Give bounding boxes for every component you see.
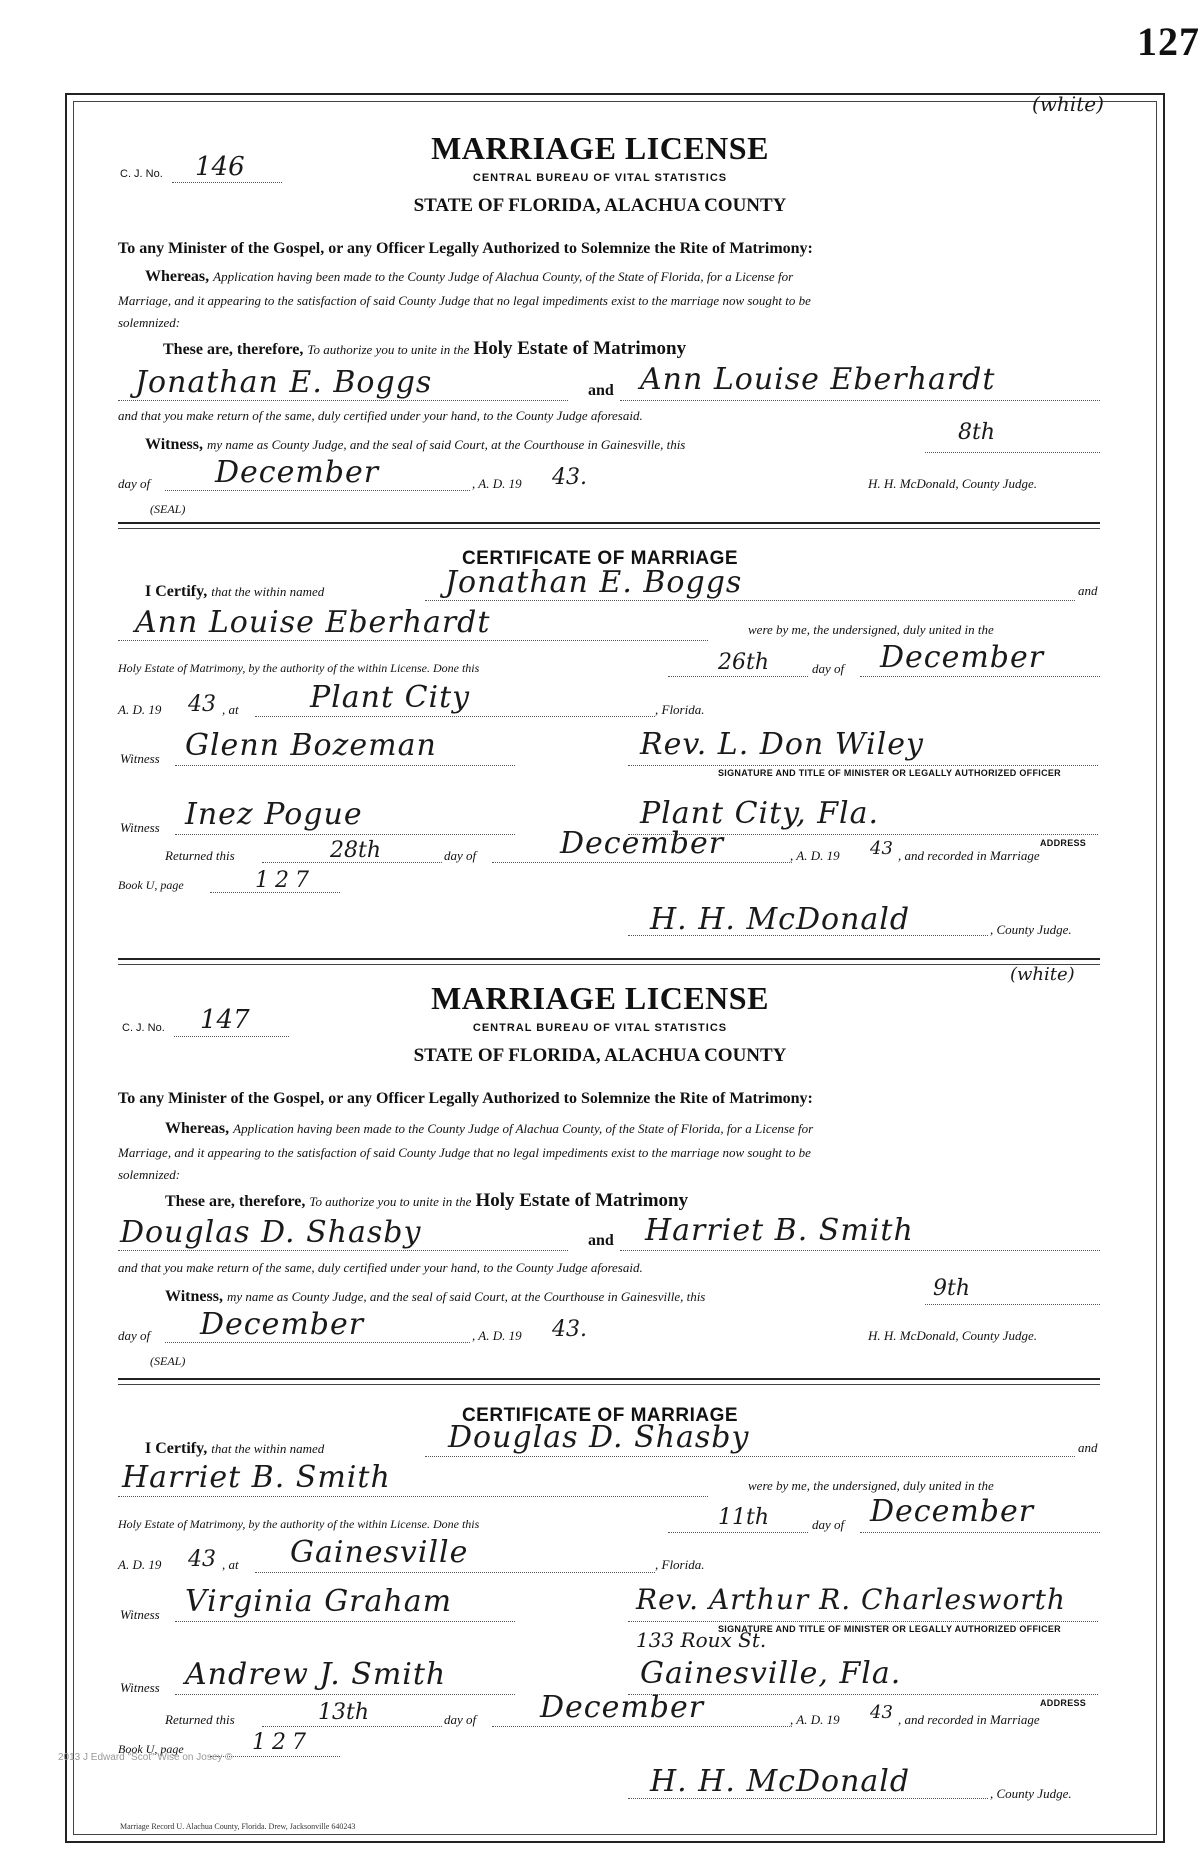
returned-month: December (540, 1690, 705, 1725)
to-any-minister: To any Minister of the Gospel, or any Officer Legally Authorized to Solemnize the Rite of Matrimony: (118, 1090, 813, 1107)
judge-signature: H. H. McDonald (650, 1764, 911, 1799)
bride-name: Harriet B. Smith (645, 1213, 914, 1248)
return-text: and that you make return of the same, duly certified under your hand, to the County Judge aforesaid. (118, 408, 643, 423)
witness1-line (175, 1621, 515, 1622)
returned-ad: , A. D. 19 (790, 848, 840, 863)
witness1-line (175, 765, 515, 766)
cert-day-of: day of (812, 1517, 845, 1532)
witness2-name: Inez Pogue (185, 797, 363, 832)
cert-month: December (870, 1494, 1035, 1529)
place: Gainesville (290, 1535, 469, 1570)
state-heading: STATE OF FLORIDA, ALACHUA COUNTY (413, 1045, 787, 1066)
book-page-number: 127 (252, 1730, 312, 1755)
holy-estate-line: Holy Estate of Matrimony, by the authority of the within License. Done this (118, 661, 480, 675)
witness1-name: Virginia Graham (185, 1584, 453, 1619)
holy-estate: Holy Estate of Matrimony (473, 338, 687, 359)
seal-label: (SEAL) (150, 502, 186, 516)
returned-month: December (560, 826, 725, 861)
cert-month-line (860, 1532, 1100, 1533)
cert-ad: A. D. 19 (118, 1557, 162, 1572)
cert-day: 26th (718, 650, 770, 675)
judge-label: H. H. McDonald, County Judge. (868, 476, 1037, 491)
ad-label: , A. D. 19 (472, 1328, 522, 1343)
officer-street: 133 Roux St. (636, 1628, 767, 1652)
divider (118, 528, 1100, 529)
at-label: , at (222, 702, 239, 717)
certificate-title: CERTIFICATE OF MARRIAGE (461, 1405, 739, 1426)
cert-day-of: day of (812, 661, 845, 676)
signature-caption: SIGNATURE AND TITLE OF MINISTER OR LEGALLY AUTHORIZED OFFICER (718, 1624, 1061, 1634)
license-month: December (200, 1307, 365, 1342)
county-judge-label: , County Judge. (990, 1786, 1072, 1801)
race-note: (white) (1032, 92, 1104, 116)
witness-line (165, 1288, 705, 1306)
whereas-text1: Application having been made to the County Judge of Alachua County, of the State of Florida, for a License for (233, 1121, 814, 1136)
cj-label: C. J. No. (122, 1022, 165, 1034)
groom-name: Jonathan E. Boggs (135, 365, 433, 400)
whereas-word: Whereas, (145, 268, 210, 285)
bride-line (620, 1250, 1100, 1251)
license-title: MARRIAGE LICENSE (431, 980, 769, 1016)
recorded-in: , and recorded in Marriage (898, 1712, 1040, 1727)
these-text: To authorize you to unite in the (309, 1194, 472, 1209)
officer-name: Rev. L. Don Wiley (640, 727, 924, 762)
officer-address: Gainesville, Fla. (640, 1656, 902, 1691)
these-are-line (163, 338, 686, 360)
officer-line (628, 1621, 1098, 1622)
license-year: 43. (552, 465, 587, 490)
witness1-label: Witness (120, 751, 160, 766)
cert-groom-line (425, 1456, 1075, 1457)
license-day: 8th (958, 420, 996, 445)
place-line (255, 716, 655, 717)
page-number: 127 (1137, 19, 1200, 64)
florida-label: , Florida. (655, 702, 705, 717)
returned-day: 28th (330, 838, 382, 863)
returned-ad: , A. D. 19 (790, 1712, 840, 1727)
license-day: 9th (933, 1276, 971, 1301)
divider (118, 522, 1100, 524)
returned-month-line (492, 862, 792, 863)
book-page-number: 127 (255, 868, 315, 893)
race-note: (white) (1010, 964, 1075, 985)
cj-number: 146 (195, 152, 245, 182)
witness-line (145, 436, 685, 454)
returned-month-line (492, 1726, 792, 1727)
witness-word: Witness, (145, 436, 203, 453)
cert-day-line (668, 676, 808, 677)
that-within: that the within named (211, 1441, 325, 1456)
judge-label: H. H. McDonald, County Judge. (868, 1328, 1037, 1343)
certify-word: I Certify, (145, 1440, 208, 1457)
these-text: To authorize you to unite in the (307, 342, 470, 357)
signature-caption: SIGNATURE AND TITLE OF MINISTER OR LEGALLY AUTHORIZED OFFICER (718, 768, 1061, 778)
cert-groom: Douglas D. Shasby (448, 1420, 750, 1455)
at-label: , at (222, 1557, 239, 1572)
witness1-label: Witness (120, 1607, 160, 1622)
whereas-line3: solemnized: (118, 1167, 181, 1182)
whereas-line2: Marriage, and it appearing to the satisfaction of said County Judge that no legal impediments exist to the marriage now sought to be (118, 1145, 811, 1160)
watermark: 2013 J Edward "Scot" Wise on Josey © (58, 1752, 233, 1763)
were-by-me: were by me, the undersigned, duly united in the (748, 622, 994, 637)
cj-number: 147 (200, 1005, 250, 1035)
bride-line (620, 400, 1100, 401)
license-month: December (215, 455, 380, 490)
day-of: day of (118, 476, 151, 491)
license-day-line (925, 452, 1100, 453)
witness-text: my name as County Judge, and the seal of said Court, at the Courthouse in Gainesville, this (206, 437, 686, 452)
cj-line (174, 1036, 289, 1037)
address-caption: ADDRESS (1040, 838, 1087, 848)
witness2-name: Andrew J. Smith (185, 1657, 447, 1692)
florida-label: , Florida. (655, 1557, 705, 1572)
and-word: and (588, 1232, 614, 1249)
holy-estate: Holy Estate of Matrimony (475, 1190, 689, 1211)
and-word: and (588, 382, 614, 399)
license-month-line (165, 1342, 470, 1343)
officer-line (628, 765, 1098, 766)
whereas-line1 (165, 1120, 813, 1138)
cert-day: 11th (718, 1505, 770, 1530)
county-judge-label: , County Judge. (990, 922, 1072, 937)
license-year: 43. (552, 1317, 587, 1342)
whereas-line3: solemnized: (118, 315, 181, 330)
divider (118, 1378, 1100, 1380)
book-page-label: Book U, page (118, 1742, 184, 1756)
witness-word: Witness, (165, 1288, 223, 1305)
returned-day: 13th (318, 1700, 370, 1725)
groom-line (118, 1250, 568, 1251)
witness2-line (175, 834, 515, 835)
cert-month: December (880, 640, 1045, 675)
judge-signature: H. H. McDonald (650, 902, 911, 937)
cert-year: 43 (188, 1547, 216, 1572)
cert-and: and (1078, 583, 1098, 598)
address-caption: ADDRESS (1040, 1698, 1087, 1708)
these-are-line (165, 1190, 688, 1212)
certify-word: I Certify, (145, 583, 208, 600)
seal-label: (SEAL) (150, 1354, 186, 1368)
cert-groom-line (425, 600, 1075, 601)
were-by-me: were by me, the undersigned, duly united in the (748, 1478, 994, 1493)
cert-month-line (860, 676, 1100, 677)
witness2-label: Witness (120, 820, 160, 835)
license-title: MARRIAGE LICENSE (431, 130, 769, 166)
cert-day-line (668, 1532, 808, 1533)
day-of: day of (118, 1328, 151, 1343)
cert-and: and (1078, 1440, 1098, 1455)
state-heading: STATE OF FLORIDA, ALACHUA COUNTY (413, 195, 787, 216)
license-day-line (925, 1304, 1100, 1305)
book-page-label: Book U, page (118, 878, 184, 892)
bride-name: Ann Louise Eberhardt (640, 362, 996, 397)
cert-ad: A. D. 19 (118, 702, 162, 717)
witness2-label: Witness (120, 1680, 160, 1695)
returned-this: Returned this (165, 848, 235, 863)
divider (118, 958, 1100, 960)
ad-label: , A. D. 19 (472, 476, 522, 491)
witness1-name: Glenn Bozeman (185, 728, 437, 763)
groom-line (118, 400, 568, 401)
cert-bride: Harriet B. Smith (122, 1460, 391, 1495)
witness2-line (175, 1694, 515, 1695)
that-within: that the within named (211, 584, 325, 599)
cert-bride-line (118, 1496, 708, 1497)
license-subtitle: CENTRAL BUREAU OF VITAL STATISTICS (472, 172, 728, 184)
to-any-minister: To any Minister of the Gospel, or any Officer Legally Authorized to Solemnize the Rite of Matrimony: (118, 240, 813, 257)
cert-bride: Ann Louise Eberhardt (135, 605, 491, 640)
officer-name: Rev. Arthur R. Charlesworth (636, 1583, 1066, 1616)
cj-label: C. J. No. (120, 168, 163, 180)
cert-year: 43 (188, 692, 216, 717)
certificate-title: CERTIFICATE OF MARRIAGE (461, 548, 739, 569)
footer-imprint: Marriage Record U. Alachua County, Florida. Drew, Jacksonville 640243 (120, 1822, 356, 1831)
these-word: These are, therefore, (165, 1193, 306, 1210)
witness-text: my name as County Judge, and the seal of said Court, at the Courthouse in Gainesville, this (226, 1289, 706, 1304)
divider (118, 964, 1100, 965)
return-text: and that you make return of the same, duly certified under your hand, to the County Judge aforesaid. (118, 1260, 643, 1275)
groom-name: Douglas D. Shasby (120, 1215, 422, 1250)
these-word: These are, therefore, (163, 341, 304, 358)
whereas-word: Whereas, (165, 1120, 230, 1137)
divider (118, 1384, 1100, 1385)
certify-line (145, 583, 324, 601)
cert-groom: Jonathan E. Boggs (445, 565, 743, 600)
license-subtitle: CENTRAL BUREAU OF VITAL STATISTICS (472, 1022, 728, 1034)
returned-year: 43 (870, 838, 893, 859)
place-line (255, 1572, 655, 1573)
license-month-line (165, 490, 470, 491)
recorded-in: , and recorded in Marriage (898, 848, 1040, 863)
returned-day-line (262, 1726, 442, 1727)
whereas-line1 (145, 268, 793, 286)
whereas-line2: Marriage, and it appearing to the satisfaction of said County Judge that no legal impediments exist to the marriage now sought to be (118, 293, 811, 308)
cert-bride-line (118, 640, 708, 641)
returned-day-of: day of (444, 848, 477, 863)
returned-day-of: day of (444, 1712, 477, 1727)
returned-this: Returned this (165, 1712, 235, 1727)
returned-year: 43 (870, 1702, 893, 1723)
holy-estate-line: Holy Estate of Matrimony, by the authority of the within License. Done this (118, 1517, 480, 1531)
whereas-text1: Application having been made to the County Judge of Alachua County, of the State of Florida, for a License for (213, 269, 794, 284)
certify-line (145, 1440, 324, 1458)
place: Plant City (310, 680, 471, 715)
officer-address: Plant City, Fla. (640, 796, 880, 831)
